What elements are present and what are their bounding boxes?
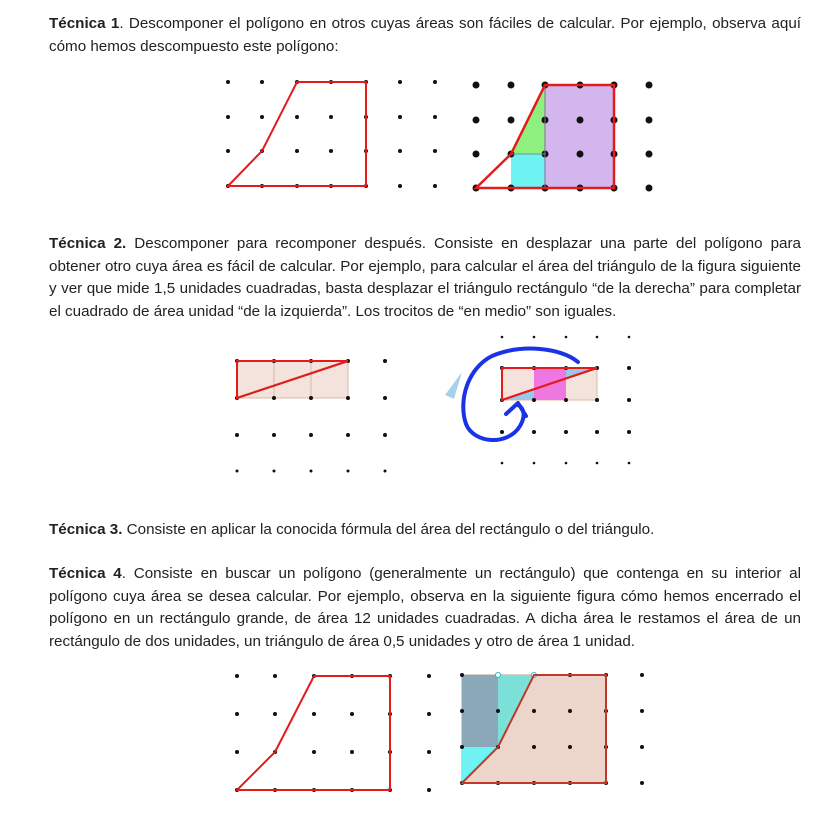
figure-4-right: [460, 673, 644, 786]
figure-2-right: [445, 336, 631, 465]
slate-rectangle: [462, 675, 498, 747]
purple-rectangle: [545, 85, 614, 188]
tecnica-4-text: . Consiste en buscar un polígono (generalmente un rectángulo) que contenga en su interior al polígono cuya área se desea calcular. Por ejemplo, observa en la siguiente figura cómo hemos encerrado el polígono en un rectángulo grande, de área 12 unidades cuadradas. A dicha área le restamos el área de un rectángulo de dos unidades, un triángulo de área 0,5 unidades y otro de área 1 unidad.: [49, 565, 802, 650]
figure-2-left: [235, 359, 387, 473]
figure-4-left: [235, 674, 431, 792]
cyan-square: [511, 154, 545, 188]
polygon-outline: [228, 82, 366, 186]
polygon-outline: [237, 676, 390, 790]
tecnica-1-title: Técnica 1: [49, 15, 120, 32]
figure-1-right: [473, 82, 653, 192]
tecnica-3-text: Consiste en aplicar la conocida fórmula del área del rectángulo o del triángulo.: [122, 521, 655, 538]
detached-triangle: [445, 372, 462, 399]
tecnica-3-title: Técnica 3.: [49, 521, 123, 538]
tecnica-1-text: . Descomponer el polígono en otros cuyas áreas son fáciles de calcular. Por ejemplo, observa aquí cómo hemos descompuesto este polígono:: [49, 15, 801, 55]
tecnica-2-title: Técnica 2.: [49, 235, 127, 252]
dot-grid: [235, 674, 431, 792]
tecnica-4-title: Técnica 4: [49, 565, 122, 582]
figure-1-left: [226, 80, 437, 188]
arrow-head: [506, 403, 526, 416]
dot-grid: [226, 80, 437, 188]
tecnica-2-text: Descomponer para recomponer después. Consiste en desplazar una parte del polígono para obtener otro cuya área es fácil de calcular. Por ejemplo, para calcular el área del triángulo de la figura siguiente y ver que mide 1,5 unidades cuadradas, basta desplazar el triángulo rectángulo “de la derecha” para completar el cuadrado de área unidad “de la izquierda”. Los trocitos de “en medio” son iguales.: [49, 235, 801, 320]
